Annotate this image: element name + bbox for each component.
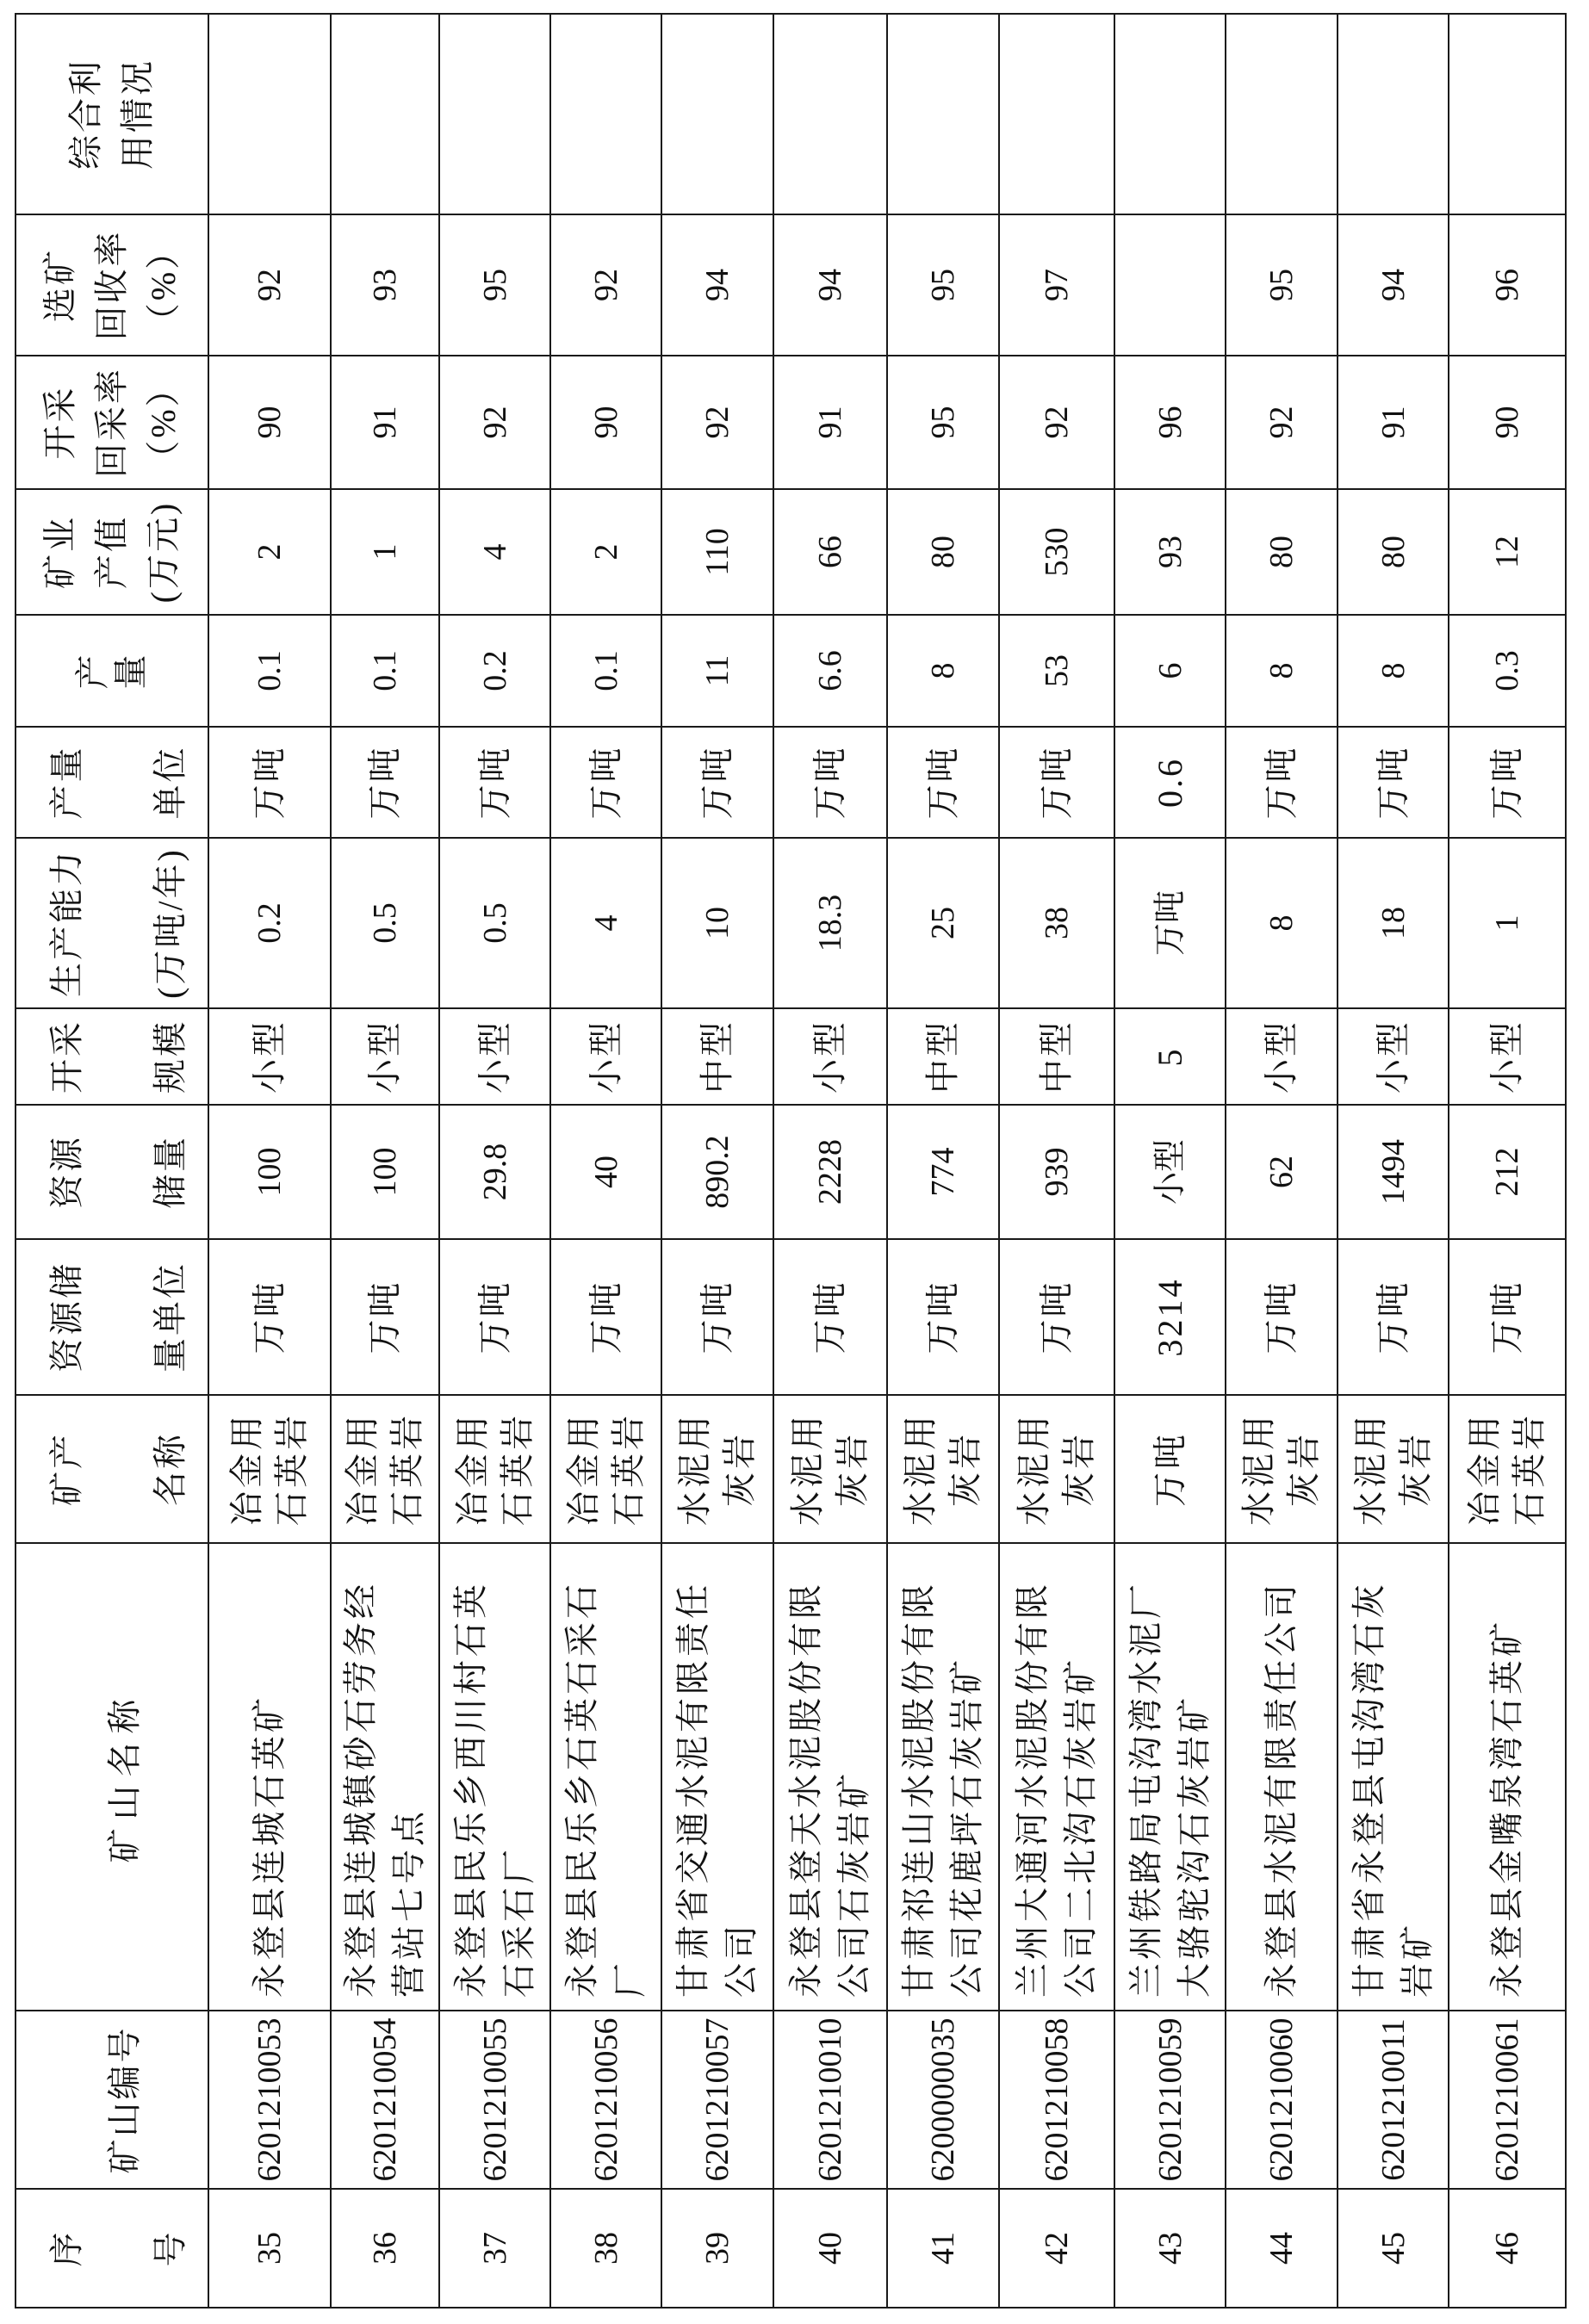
cell-capacity: 10 [661, 838, 773, 1008]
header-output-unit [16, 727, 208, 838]
cell-output-value: 66 [773, 489, 887, 615]
cell-mine-name: 永登县民乐乡石英石采石厂 [550, 1543, 661, 2011]
table-header [16, 14, 208, 2308]
header-label [17, 2011, 207, 2188]
table-row [887, 14, 999, 2308]
cell-mineral-name: 水泥用灰岩 [661, 1395, 773, 1543]
cell-reserve: 890.2 [661, 1105, 773, 1239]
cell-seq: 44 [1226, 2189, 1338, 2308]
cell-mining-scale: 小型 [550, 1008, 661, 1105]
cell-seq: 40 [773, 2189, 887, 2308]
header-reserve-line: 资源 [47, 1135, 86, 1209]
cell-output: 0.3 [1449, 615, 1566, 727]
cell-mining-recovery: 92 [661, 356, 773, 489]
header-capacity [16, 838, 208, 1008]
cell-reserve-unit: 万吨 [1449, 1239, 1566, 1395]
cell-mining-recovery: 91 [331, 356, 439, 489]
header-mining-recovery [16, 356, 208, 489]
table-row [999, 14, 1114, 2308]
header-output-value [16, 489, 208, 615]
cell-capacity: 38 [999, 838, 1114, 1008]
cell-reserve: 29.8 [439, 1105, 550, 1239]
cell-dressing-recovery: 94 [1338, 214, 1449, 356]
cell-reserve: 774 [887, 1105, 999, 1239]
header-mine-code [16, 2011, 208, 2189]
cell-output-unit: 万吨 [773, 727, 887, 838]
cell-capacity: 万吨 [1114, 838, 1226, 1008]
cell-mining-scale: 小型 [1226, 1008, 1338, 1105]
cell-output-unit: 万吨 [208, 727, 331, 838]
cell-output-unit: 万吨 [887, 727, 999, 838]
cell-output-value: 1 [331, 489, 439, 615]
cell-utilization [887, 14, 999, 214]
header-label [17, 728, 207, 837]
header-mine-code-line: 矿山编号 [105, 2025, 144, 2174]
cell-output-value: 110 [661, 489, 773, 615]
cell-dressing-recovery: 97 [999, 214, 1114, 356]
header-dressing-recovery-line: 选矿 [40, 248, 79, 322]
cell-mining-scale: 中型 [887, 1008, 999, 1105]
cell-output: 6 [1114, 615, 1226, 727]
cell-reserve-unit: 万吨 [661, 1239, 773, 1395]
cell-reserve-unit: 万吨 [773, 1239, 887, 1395]
cell-reserve: 212 [1449, 1105, 1566, 1239]
cell-mining-scale: 小型 [439, 1008, 550, 1105]
cell-reserve-unit: 万吨 [439, 1239, 550, 1395]
cell-capacity: 18 [1338, 838, 1449, 1008]
cell-mining-scale: 小型 [1338, 1008, 1449, 1105]
header-dressing-recovery-line: 回收率 [92, 229, 131, 341]
cell-output-value: 2 [550, 489, 661, 615]
cell-mineral-name: 水泥用灰岩 [999, 1395, 1114, 1543]
header-output-line: 量 [111, 652, 150, 690]
header-seq-line: 号 [151, 2229, 189, 2267]
header-capacity-line: 生产能力 [47, 849, 86, 997]
cell-mining-scale: 小型 [331, 1008, 439, 1105]
header-label [17, 15, 207, 214]
header-mineral-name-line: 矿产 [47, 1432, 86, 1506]
cell-capacity: 18.3 [773, 838, 887, 1008]
header-label [17, 839, 207, 1007]
mine-table [15, 13, 1567, 2309]
cell-seq: 41 [887, 2189, 999, 2308]
cell-mine-name: 兰州铁路局屯沟湾水泥厂大骆驼沟石灰岩矿 [1114, 1543, 1226, 2011]
cell-reserve: 100 [331, 1105, 439, 1239]
header-output-unit-line: 产量 [47, 745, 86, 820]
cell-mine-code: 6201210058 [999, 2011, 1114, 2189]
cell-reserve: 62 [1226, 1105, 1338, 1239]
cell-mine-name: 永登县连城镇砂石劳务经营站七号点 [331, 1543, 439, 2011]
cell-output-unit: 万吨 [550, 727, 661, 838]
cell-mining-scale: 5 [1114, 1008, 1226, 1105]
cell-mine-code: 6201210061 [1449, 2011, 1566, 2189]
cell-mineral-name: 冶金用石英岩 [439, 1395, 550, 1543]
cell-mining-recovery: 91 [773, 356, 887, 489]
cell-mineral-name: 冶金用石英岩 [550, 1395, 661, 1543]
cell-mineral-name: 冶金用石英岩 [331, 1395, 439, 1543]
cell-mine-name: 兰州大通河水泥股份有限公司二北沟石灰岩矿 [999, 1543, 1114, 2011]
cell-dressing-recovery: 95 [1226, 214, 1338, 356]
cell-output-unit: 0.6 [1114, 727, 1226, 838]
cell-output-value: 80 [1226, 489, 1338, 615]
cell-mineral-name: 水泥用灰岩 [1338, 1395, 1449, 1543]
cell-utilization [661, 14, 773, 214]
header-label [17, 1009, 207, 1104]
cell-mining-recovery: 92 [439, 356, 550, 489]
cell-dressing-recovery: 94 [661, 214, 773, 356]
cell-mine-code: 6201210057 [661, 2011, 773, 2189]
cell-reserve: 小型 [1114, 1105, 1226, 1239]
cell-mining-scale: 小型 [773, 1008, 887, 1105]
cell-mine-name: 永登县连城石英矿 [208, 1543, 331, 2011]
cell-mine-name: 永登县民乐乡西川村石英石采石厂 [439, 1543, 550, 2011]
cell-output-unit: 万吨 [331, 727, 439, 838]
cell-dressing-recovery [1114, 214, 1226, 356]
table-row [661, 14, 773, 2308]
cell-utilization [1114, 14, 1226, 214]
cell-utilization [1226, 14, 1338, 214]
header-reserve-unit-line: 资源储 [47, 1261, 86, 1373]
cell-output: 0.1 [331, 615, 439, 727]
cell-capacity: 0.5 [331, 838, 439, 1008]
cell-mineral-name: 水泥用灰岩 [887, 1395, 999, 1543]
header-mine-name [16, 1543, 208, 2011]
table-row [208, 14, 331, 2308]
table-row [1449, 14, 1566, 2308]
cell-mine-code: 6201210060 [1226, 2011, 1338, 2189]
cell-mine-name: 甘肃省交通水泥有限责任公司 [661, 1543, 773, 2011]
cell-output: 8 [1226, 615, 1338, 727]
cell-mine-name: 永登县金嘴泉湾石英矿 [1449, 1543, 1566, 2011]
cell-dressing-recovery: 95 [887, 214, 999, 356]
cell-mine-code: 6201210053 [208, 2011, 331, 2189]
cell-mineral-name: 冶金用石英岩 [1449, 1395, 1566, 1543]
table-header-row [16, 14, 208, 2308]
header-utilization [16, 14, 208, 214]
table-row [773, 14, 887, 2308]
header-label [17, 1396, 207, 1542]
cell-capacity: 8 [1226, 838, 1338, 1008]
cell-dressing-recovery: 93 [331, 214, 439, 356]
cell-capacity: 25 [887, 838, 999, 1008]
cell-utilization [439, 14, 550, 214]
header-output [16, 615, 208, 727]
cell-reserve: 939 [999, 1105, 1114, 1239]
header-seq-line: 序 [47, 2229, 86, 2267]
cell-output-unit: 万吨 [439, 727, 550, 838]
cell-output-value: 530 [999, 489, 1114, 615]
cell-capacity: 4 [550, 838, 661, 1008]
header-mining-scale-line: 规模 [151, 1019, 189, 1094]
table-row [1338, 14, 1449, 2308]
cell-dressing-recovery: 94 [773, 214, 887, 356]
cell-mine-code: 6200000035 [887, 2011, 999, 2189]
cell-mining-recovery: 92 [999, 356, 1114, 489]
cell-reserve: 1494 [1338, 1105, 1449, 1239]
header-dressing-recovery-line: （%） [144, 232, 183, 338]
header-output-line: 产 [73, 652, 112, 690]
cell-utilization [773, 14, 887, 214]
cell-mine-code: 6201210059 [1114, 2011, 1226, 2189]
cell-output-value: 80 [887, 489, 999, 615]
cell-output: 0.2 [439, 615, 550, 727]
cell-mine-code: 6201210011 [1338, 2011, 1449, 2189]
cell-mining-recovery: 95 [887, 356, 999, 489]
header-label [17, 1544, 207, 2010]
cell-capacity: 1 [1449, 838, 1566, 1008]
cell-dressing-recovery: 92 [550, 214, 661, 356]
cell-mine-code: 6201210055 [439, 2011, 550, 2189]
cell-reserve-unit: 万吨 [1226, 1239, 1338, 1395]
cell-output: 0.1 [208, 615, 331, 727]
cell-output: 6.6 [773, 615, 887, 727]
cell-capacity: 0.2 [208, 838, 331, 1008]
cell-mine-name: 甘肃省永登县屯沟湾石灰岩矿 [1338, 1543, 1449, 2011]
cell-reserve-unit: 万吨 [208, 1239, 331, 1395]
cell-reserve: 2228 [773, 1105, 887, 1239]
header-utilization-line: 用情况 [118, 59, 157, 170]
cell-mine-name: 甘肃祁连山水泥股份有限公司花鹿坪石灰岩矿 [887, 1543, 999, 2011]
cell-utilization [1449, 14, 1566, 214]
cell-mineral-name: 冶金用石英岩 [208, 1395, 331, 1543]
cell-output-value: 80 [1338, 489, 1449, 615]
cell-seq: 46 [1449, 2189, 1566, 2308]
header-output-unit-line: 单位 [151, 745, 189, 820]
cell-output-unit: 万吨 [999, 727, 1114, 838]
cell-reserve-unit: 3214 [1114, 1239, 1226, 1395]
cell-reserve: 40 [550, 1105, 661, 1239]
cell-mining-scale: 小型 [208, 1008, 331, 1105]
cell-output-value: 12 [1449, 489, 1566, 615]
cell-mine-name: 永登县水泥有限责任公司 [1226, 1543, 1338, 2011]
cell-mine-code: 6201210010 [773, 2011, 887, 2189]
cell-output: 8 [887, 615, 999, 727]
cell-seq: 42 [999, 2189, 1114, 2308]
cell-mine-name: 永登县登天水泥股份有限公司石灰岩矿 [773, 1543, 887, 2011]
cell-mining-recovery: 92 [1226, 356, 1338, 489]
header-label [17, 490, 207, 614]
table-body [208, 14, 1566, 2308]
cell-mining-recovery: 90 [1449, 356, 1566, 489]
cell-seq: 43 [1114, 2189, 1226, 2308]
header-output-value-line: 产值 [92, 515, 131, 589]
header-utilization-line: 综合利 [66, 59, 105, 170]
cell-dressing-recovery: 92 [208, 214, 331, 356]
header-mining-recovery-line: 开采 [40, 385, 79, 460]
header-mineral-name [16, 1395, 208, 1543]
header-label [17, 616, 207, 726]
cell-output-value: 4 [439, 489, 550, 615]
cell-reserve: 100 [208, 1105, 331, 1239]
cell-mine-code: 6201210054 [331, 2011, 439, 2189]
cell-output-unit: 万吨 [1226, 727, 1338, 838]
header-label [17, 356, 207, 488]
header-reserve-line: 储量 [151, 1135, 189, 1209]
cell-output: 0.1 [550, 615, 661, 727]
cell-mining-scale: 中型 [661, 1008, 773, 1105]
cell-seq: 35 [208, 2189, 331, 2308]
cell-dressing-recovery: 95 [439, 214, 550, 356]
header-output-value-line: (万元) [144, 500, 183, 604]
cell-reserve-unit: 万吨 [887, 1239, 999, 1395]
cell-output: 53 [999, 615, 1114, 727]
header-mineral-name-line: 名称 [151, 1432, 189, 1506]
cell-capacity: 0.5 [439, 838, 550, 1008]
cell-output-value: 93 [1114, 489, 1226, 615]
header-reserve [16, 1105, 208, 1239]
cell-output: 11 [661, 615, 773, 727]
cell-output-unit: 万吨 [1338, 727, 1449, 838]
table-row [550, 14, 661, 2308]
header-label [17, 2190, 207, 2307]
header-mining-recovery-line: 回采率 [92, 367, 131, 478]
header-mine-name-line: 矿山名称 [105, 1690, 144, 1863]
cell-mining-scale: 小型 [1449, 1008, 1566, 1105]
table-row [1114, 14, 1226, 2308]
header-reserve-unit-line: 量单位 [151, 1261, 189, 1373]
cell-seq: 36 [331, 2189, 439, 2308]
header-dressing-recovery [16, 214, 208, 356]
cell-utilization [331, 14, 439, 214]
header-seq [16, 2189, 208, 2308]
cell-reserve-unit: 万吨 [331, 1239, 439, 1395]
header-reserve-unit [16, 1239, 208, 1395]
cell-mine-code: 6201210056 [550, 2011, 661, 2189]
header-capacity-line: (万吨/年) [151, 847, 189, 999]
cell-utilization [1338, 14, 1449, 214]
header-label [17, 1106, 207, 1238]
cell-reserve-unit: 万吨 [550, 1239, 661, 1395]
cell-mining-scale: 中型 [999, 1008, 1114, 1105]
header-label [17, 1240, 207, 1394]
cell-output-unit: 万吨 [661, 727, 773, 838]
cell-mining-recovery: 90 [550, 356, 661, 489]
header-mining-scale-line: 开采 [47, 1019, 86, 1094]
cell-mineral-name: 水泥用灰岩 [1226, 1395, 1338, 1543]
cell-output-unit: 万吨 [1449, 727, 1566, 838]
header-mining-scale [16, 1008, 208, 1105]
cell-utilization [550, 14, 661, 214]
rotated-table-wrapper [15, 15, 1567, 2309]
cell-mining-recovery: 90 [208, 356, 331, 489]
cell-mining-recovery: 96 [1114, 356, 1226, 489]
header-mining-recovery-line: （%） [144, 369, 183, 475]
cell-reserve-unit: 万吨 [999, 1239, 1114, 1395]
table-row [439, 14, 550, 2308]
cell-seq: 37 [439, 2189, 550, 2308]
cell-seq: 38 [550, 2189, 661, 2308]
cell-output-value: 2 [208, 489, 331, 615]
cell-seq: 45 [1338, 2189, 1449, 2308]
cell-output: 8 [1338, 615, 1449, 727]
header-output-value-line: 矿业 [40, 515, 79, 589]
header-label [17, 215, 207, 355]
cell-mineral-name: 水泥用灰岩 [773, 1395, 887, 1543]
cell-utilization [208, 14, 331, 214]
cell-mineral-name: 万吨 [1114, 1395, 1226, 1543]
cell-reserve-unit: 万吨 [1338, 1239, 1449, 1395]
cell-mining-recovery: 91 [1338, 356, 1449, 489]
table-row [1226, 14, 1338, 2308]
cell-utilization [999, 14, 1114, 214]
cell-dressing-recovery: 96 [1449, 214, 1566, 356]
cell-seq: 39 [661, 2189, 773, 2308]
table-row [331, 14, 439, 2308]
